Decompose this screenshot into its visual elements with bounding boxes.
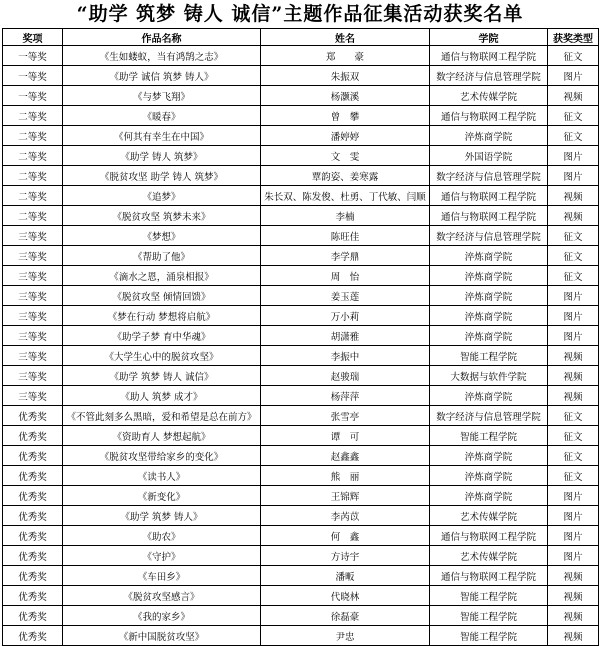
college-cell: 艺术传媒学院 bbox=[430, 506, 548, 526]
name-cell: 赵骏瑞 bbox=[261, 366, 430, 386]
award-cell: 一等奖 bbox=[3, 46, 63, 66]
award-cell: 优秀奖 bbox=[3, 626, 63, 646]
work-title-cell: 《守护》 bbox=[63, 546, 261, 566]
award-type-cell: 视频 bbox=[548, 86, 599, 106]
award-type-cell: 图片 bbox=[548, 486, 599, 506]
name-cell: 胡潇雅 bbox=[261, 326, 430, 346]
table-row bbox=[3, 566, 599, 586]
name-cell: 万小莉 bbox=[261, 306, 430, 326]
award-cell: 三等奖 bbox=[3, 286, 63, 306]
table-row bbox=[3, 206, 599, 226]
name-cell: 何 鑫 bbox=[261, 526, 430, 546]
award-cell: 优秀奖 bbox=[3, 546, 63, 566]
award-cell: 一等奖 bbox=[3, 86, 63, 106]
work-title-cell: 《助学 筑梦 铸人 诚信》 bbox=[63, 366, 261, 386]
award-type-cell: 视频 bbox=[548, 606, 599, 626]
work-title-cell: 《新变化》 bbox=[63, 486, 261, 506]
college-cell: 数字经济与信息管理学院 bbox=[430, 166, 548, 186]
college-cell: 智能工程学院 bbox=[430, 426, 548, 446]
award-cell: 优秀奖 bbox=[3, 506, 63, 526]
name-cell: 李芮苡 bbox=[261, 506, 430, 526]
table-row bbox=[3, 546, 599, 566]
table-row bbox=[3, 386, 599, 406]
award-cell: 三等奖 bbox=[3, 266, 63, 286]
table-header-row bbox=[3, 29, 599, 46]
award-type-cell: 图片 bbox=[548, 546, 599, 566]
name-cell: 王锦辉 bbox=[261, 486, 430, 506]
award-type-cell: 视频 bbox=[548, 566, 599, 586]
work-title-cell: 《助农》 bbox=[63, 526, 261, 546]
award-cell: 二等奖 bbox=[3, 126, 63, 146]
award-type-cell: 视频 bbox=[548, 346, 599, 366]
work-title-cell: 《暖春》 bbox=[63, 106, 261, 126]
award-type-cell: 图片 bbox=[548, 506, 599, 526]
name-cell: 朱振双 bbox=[261, 66, 430, 86]
work-title-cell: 《助学 诚信 筑梦 铸人》 bbox=[63, 66, 261, 86]
name-cell: 李学鼎 bbox=[261, 246, 430, 266]
work-title-cell: 《脱贫攻坚感言》 bbox=[63, 586, 261, 606]
work-title-cell: 《读书人》 bbox=[63, 466, 261, 486]
name-cell: 覃韵姿、姜寒露 bbox=[261, 166, 430, 186]
name-cell: 朱长双、陈发俊、杜勇、丁代敏、闫顺 bbox=[261, 186, 430, 206]
name-cell: 张雪亭 bbox=[261, 406, 430, 426]
award-cell: 优秀奖 bbox=[3, 586, 63, 606]
work-title-cell: 《脱贫攻坚 助学 铸人 筑梦》 bbox=[63, 166, 261, 186]
award-type-cell: 图片 bbox=[548, 326, 599, 346]
college-cell: 淬炼商学院 bbox=[430, 266, 548, 286]
award-type-cell: 图片 bbox=[548, 66, 599, 86]
name-cell: 潘婷婷 bbox=[261, 126, 430, 146]
table-row bbox=[3, 106, 599, 126]
work-title-cell: 《新中国脱贫攻坚》 bbox=[63, 626, 261, 646]
table-row bbox=[3, 86, 599, 106]
name-cell: 徐磊豪 bbox=[261, 606, 430, 626]
college-cell: 智能工程学院 bbox=[430, 586, 548, 606]
header-award: 奖项 bbox=[3, 29, 63, 46]
college-cell: 数字经济与信息管理学院 bbox=[430, 406, 548, 426]
college-cell: 淬炼商学院 bbox=[430, 306, 548, 326]
award-cell: 二等奖 bbox=[3, 106, 63, 126]
award-type-cell: 征文 bbox=[548, 426, 599, 446]
award-cell: 二等奖 bbox=[3, 166, 63, 186]
college-cell: 通信与物联网工程学院 bbox=[430, 186, 548, 206]
college-cell: 艺术传媒学院 bbox=[430, 86, 548, 106]
work-title-cell: 《脱贫攻坚 筑梦未来》 bbox=[63, 206, 261, 226]
college-cell: 淬炼商学院 bbox=[430, 486, 548, 506]
college-cell: 淬炼商学院 bbox=[430, 286, 548, 306]
award-type-cell: 征文 bbox=[548, 106, 599, 126]
award-type-cell: 征文 bbox=[548, 46, 599, 66]
work-title-cell: 《滴水之恩，涌泉相报》 bbox=[63, 266, 261, 286]
work-title-cell: 《助人 筑梦 成才》 bbox=[63, 386, 261, 406]
award-cell: 二等奖 bbox=[3, 186, 63, 206]
work-title-cell: 《梦在行动 梦想将启航》 bbox=[63, 306, 261, 326]
name-cell: 李楠 bbox=[261, 206, 430, 226]
header-award-type: 获奖类型 bbox=[548, 29, 599, 46]
table-row bbox=[3, 346, 599, 366]
award-cell: 优秀奖 bbox=[3, 526, 63, 546]
name-cell: 周 怡 bbox=[261, 266, 430, 286]
name-cell: 杨萍萍 bbox=[261, 386, 430, 406]
table-row bbox=[3, 286, 599, 306]
award-type-cell: 视频 bbox=[548, 186, 599, 206]
college-cell: 数字经济与信息管理学院 bbox=[430, 66, 548, 86]
awards-table bbox=[2, 28, 599, 646]
name-cell: 郑 豪 bbox=[261, 46, 430, 66]
award-cell: 三等奖 bbox=[3, 366, 63, 386]
award-type-cell: 征文 bbox=[548, 266, 599, 286]
table-row bbox=[3, 246, 599, 266]
table-row bbox=[3, 606, 599, 626]
document-title: “助学 筑梦 铸人 诚信”主题作品征集活动获奖名单 bbox=[76, 3, 524, 25]
work-title-cell: 《资助育人 梦想起航》 bbox=[63, 426, 261, 446]
award-cell: 三等奖 bbox=[3, 246, 63, 266]
award-type-cell: 征文 bbox=[548, 126, 599, 146]
table-row bbox=[3, 326, 599, 346]
award-type-cell: 视频 bbox=[548, 386, 599, 406]
name-cell: 杨灏溪 bbox=[261, 86, 430, 106]
name-cell: 熊 丽 bbox=[261, 466, 430, 486]
table-row bbox=[3, 526, 599, 546]
college-cell: 数字经济与信息管理学院 bbox=[430, 226, 548, 246]
award-type-cell: 视频 bbox=[548, 586, 599, 606]
award-cell: 三等奖 bbox=[3, 306, 63, 326]
table-row bbox=[3, 126, 599, 146]
work-title-cell: 《不管此刻多么黑暗，爱和希望是总在前方》 bbox=[63, 406, 261, 426]
table-row bbox=[3, 226, 599, 246]
college-cell: 大数据与软件学院 bbox=[430, 366, 548, 386]
award-cell: 优秀奖 bbox=[3, 466, 63, 486]
award-type-cell: 征文 bbox=[548, 246, 599, 266]
college-cell: 淬炼商学院 bbox=[430, 126, 548, 146]
work-title-cell: 《生如蝼蚁，当有鸿鹄之志》 bbox=[63, 46, 261, 66]
award-type-cell: 征文 bbox=[548, 226, 599, 246]
award-cell: 优秀奖 bbox=[3, 486, 63, 506]
header-college: 学院 bbox=[430, 29, 548, 46]
table-row bbox=[3, 366, 599, 386]
award-cell: 优秀奖 bbox=[3, 406, 63, 426]
table-row bbox=[3, 146, 599, 166]
college-cell: 通信与物联网工程学院 bbox=[430, 46, 548, 66]
college-cell: 通信与物联网工程学院 bbox=[430, 206, 548, 226]
table-row bbox=[3, 466, 599, 486]
work-title-cell: 《与梦飞翔》 bbox=[63, 86, 261, 106]
award-cell: 三等奖 bbox=[3, 386, 63, 406]
table-row bbox=[3, 426, 599, 446]
award-cell: 三等奖 bbox=[3, 326, 63, 346]
name-cell: 曾 攀 bbox=[261, 106, 430, 126]
name-cell: 潘畈 bbox=[261, 566, 430, 586]
table-row bbox=[3, 66, 599, 86]
name-cell: 方诗宇 bbox=[261, 546, 430, 566]
award-type-cell: 征文 bbox=[548, 466, 599, 486]
name-cell: 赵鑫鑫 bbox=[261, 446, 430, 466]
award-cell: 二等奖 bbox=[3, 206, 63, 226]
work-title-cell: 《梦想》 bbox=[63, 226, 261, 246]
header-work-title: 作品名称 bbox=[63, 29, 261, 46]
award-type-cell: 图片 bbox=[548, 146, 599, 166]
award-type-cell: 视频 bbox=[548, 626, 599, 646]
work-title-cell: 《车田乡》 bbox=[63, 566, 261, 586]
name-cell: 代晓林 bbox=[261, 586, 430, 606]
award-cell: 一等奖 bbox=[3, 66, 63, 86]
table-row bbox=[3, 166, 599, 186]
award-type-cell: 图片 bbox=[548, 286, 599, 306]
work-title-cell: 《脱贫攻坚 倾情回馈》 bbox=[63, 286, 261, 306]
work-title-cell: 《追梦》 bbox=[63, 186, 261, 206]
work-title-cell: 《脱贫攻坚带给家乡的变化》 bbox=[63, 446, 261, 466]
college-cell: 淬炼商学院 bbox=[430, 466, 548, 486]
name-cell: 陈旺佳 bbox=[261, 226, 430, 246]
work-title-cell: 《大学生心中的脱贫攻坚》 bbox=[63, 346, 261, 366]
work-title-cell: 《何其有幸生在中国》 bbox=[63, 126, 261, 146]
college-cell: 智能工程学院 bbox=[430, 626, 548, 646]
college-cell: 智能工程学院 bbox=[430, 346, 548, 366]
award-cell: 三等奖 bbox=[3, 346, 63, 366]
award-type-cell: 图片 bbox=[548, 166, 599, 186]
work-title-cell: 《助学 筑梦 铸人》 bbox=[63, 506, 261, 526]
college-cell: 淬炼商学院 bbox=[430, 386, 548, 406]
table-row bbox=[3, 446, 599, 466]
college-cell: 通信与物联网工程学院 bbox=[430, 106, 548, 126]
award-cell: 优秀奖 bbox=[3, 426, 63, 446]
award-cell: 优秀奖 bbox=[3, 606, 63, 626]
award-type-cell: 征文 bbox=[548, 406, 599, 426]
college-cell: 淬炼商学院 bbox=[430, 246, 548, 266]
award-type-cell: 图片 bbox=[548, 306, 599, 326]
table-row bbox=[3, 586, 599, 606]
college-cell: 通信与物联网工程学院 bbox=[430, 566, 548, 586]
table-row bbox=[3, 306, 599, 326]
award-type-cell: 征文 bbox=[548, 446, 599, 466]
table-row bbox=[3, 46, 599, 66]
table-row bbox=[3, 406, 599, 426]
award-cell: 优秀奖 bbox=[3, 446, 63, 466]
table-row bbox=[3, 506, 599, 526]
award-cell: 三等奖 bbox=[3, 226, 63, 246]
award-type-cell: 视频 bbox=[548, 206, 599, 226]
college-cell: 淬炼商学院 bbox=[430, 446, 548, 466]
name-cell: 李振中 bbox=[261, 346, 430, 366]
award-type-cell: 视频 bbox=[548, 366, 599, 386]
name-cell: 姜玉莲 bbox=[261, 286, 430, 306]
table-row bbox=[3, 626, 599, 646]
header-name: 姓名 bbox=[261, 29, 430, 46]
work-title-cell: 《助学 铸人 筑梦》 bbox=[63, 146, 261, 166]
college-cell: 智能工程学院 bbox=[430, 606, 548, 626]
award-type-cell: 图片 bbox=[548, 526, 599, 546]
work-title-cell: 《我的家乡》 bbox=[63, 606, 261, 626]
award-cell: 二等奖 bbox=[3, 146, 63, 166]
college-cell: 艺术传媒学院 bbox=[430, 546, 548, 566]
work-title-cell: 《帮助了他》 bbox=[63, 246, 261, 266]
college-cell: 淬炼商学院 bbox=[430, 326, 548, 346]
name-cell: 尹忠 bbox=[261, 626, 430, 646]
table-row bbox=[3, 486, 599, 506]
college-cell: 通信与物联网工程学院 bbox=[430, 526, 548, 546]
table-row bbox=[3, 266, 599, 286]
work-title-cell: 《助学子梦 育中华魂》 bbox=[63, 326, 261, 346]
college-cell: 外国语学院 bbox=[430, 146, 548, 166]
name-cell: 谭 可 bbox=[261, 426, 430, 446]
award-cell: 优秀奖 bbox=[3, 566, 63, 586]
name-cell: 文 雯 bbox=[261, 146, 430, 166]
table-row bbox=[3, 186, 599, 206]
